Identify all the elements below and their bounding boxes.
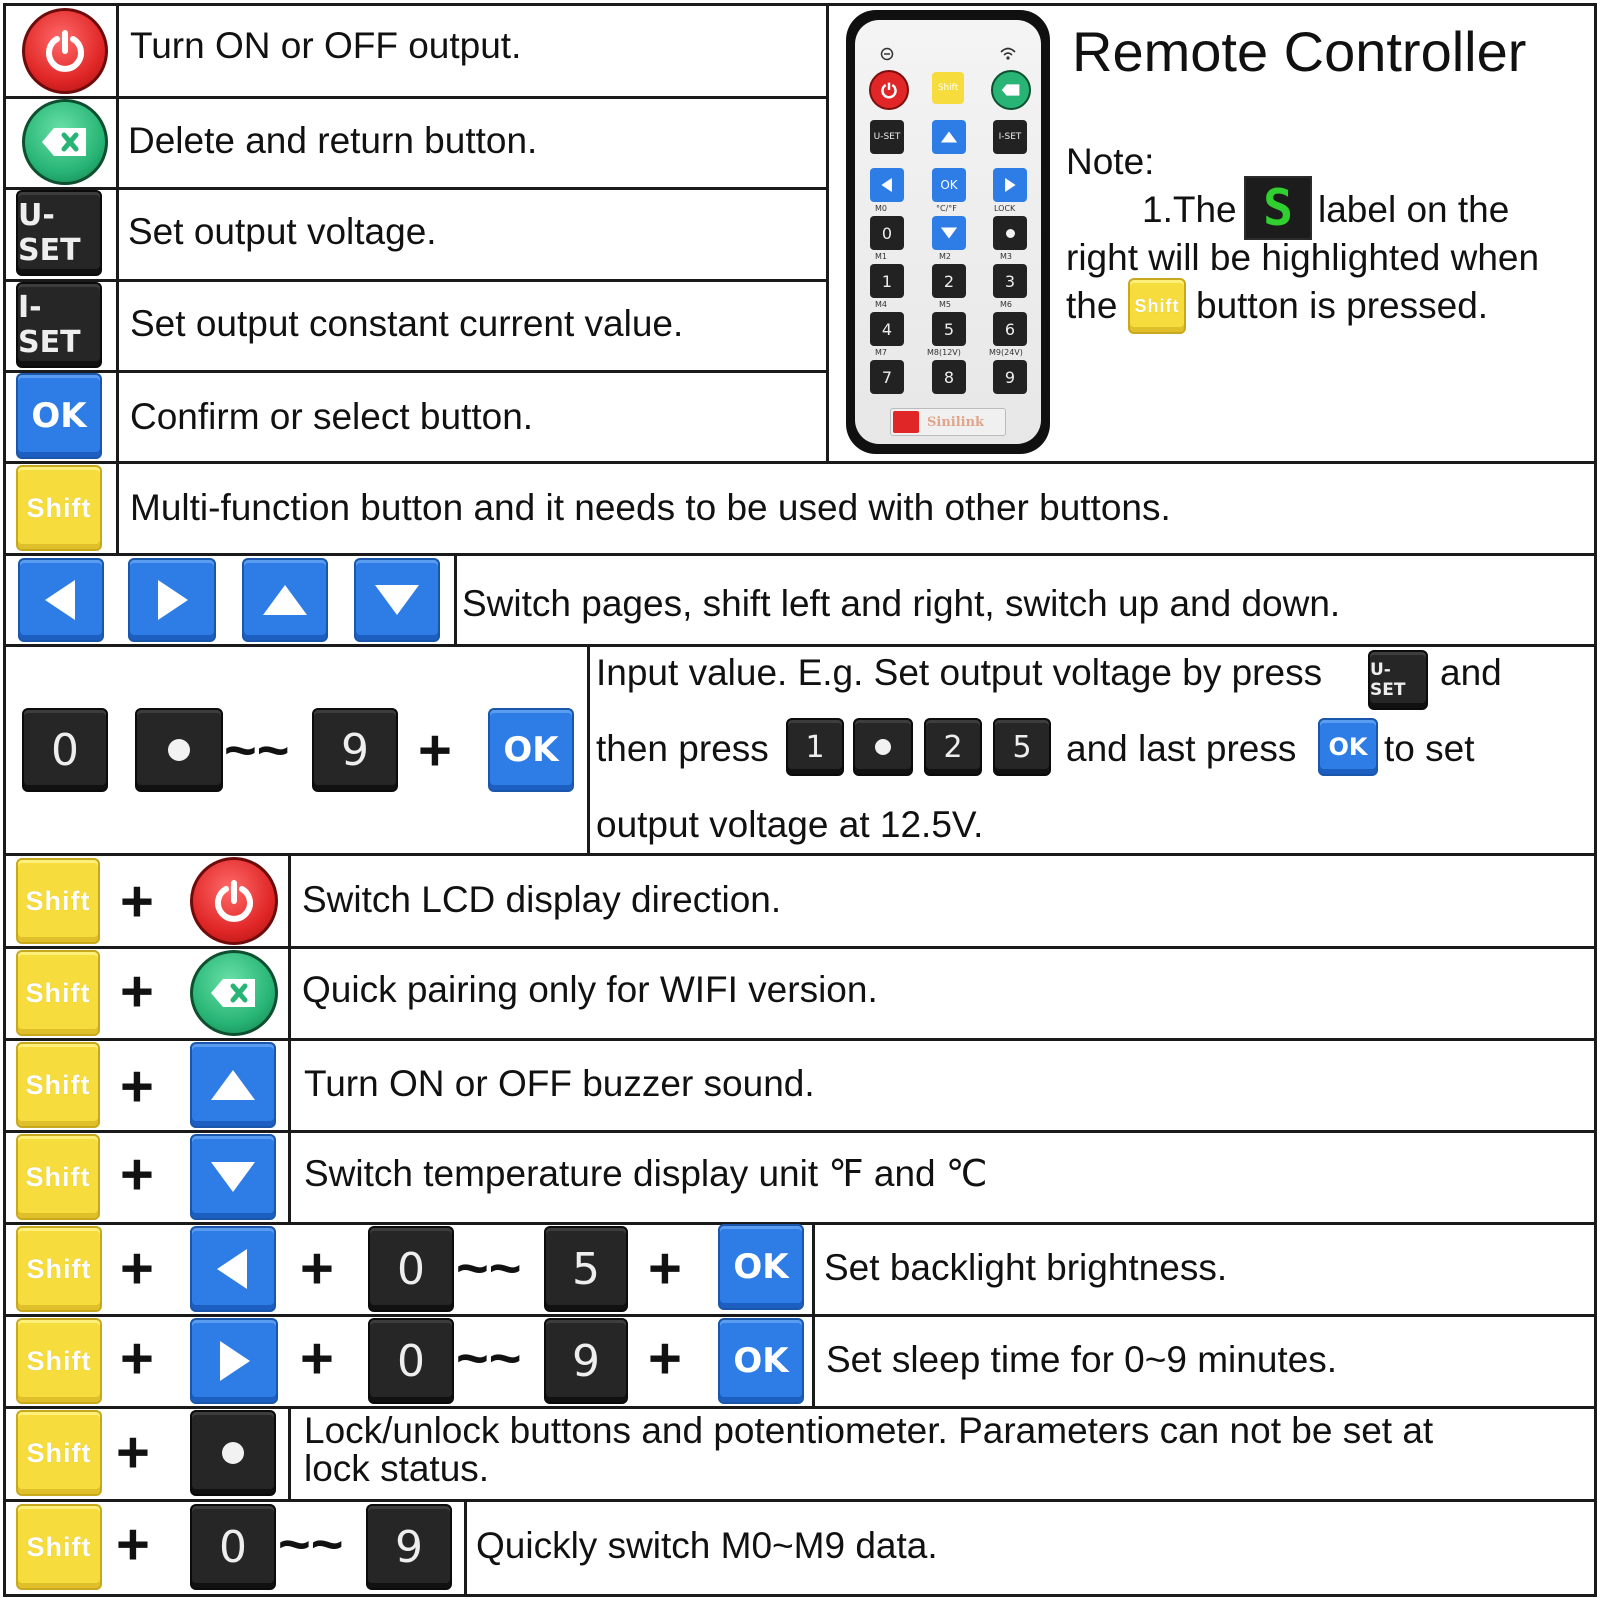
digit-5-label: 5 xyxy=(572,1243,600,1295)
digit-0-label: 0 xyxy=(51,724,79,776)
left-arrow-icon xyxy=(213,1247,253,1291)
up-arrow-button xyxy=(190,1042,276,1128)
dot-inline-icon xyxy=(875,739,891,755)
remote-dot-button xyxy=(993,216,1027,250)
down-arrow-button xyxy=(190,1134,276,1220)
shift-button xyxy=(16,1134,100,1220)
range-tilde: ~~ xyxy=(456,1236,522,1299)
digit-9-button xyxy=(312,708,398,792)
digit-9-label: 9 xyxy=(395,1521,423,1573)
divider xyxy=(3,946,1597,949)
plus-sign: + xyxy=(300,1236,334,1301)
digit-5-inline-key xyxy=(993,718,1051,776)
remote-face xyxy=(855,20,1041,444)
down-arrow-button xyxy=(354,558,440,642)
ok-button xyxy=(488,708,574,792)
up-arrow-icon xyxy=(209,1066,257,1104)
digit-0-button xyxy=(22,708,108,792)
ok-description: Confirm or select button. xyxy=(130,396,534,437)
ok-label: OK xyxy=(733,1341,789,1381)
digit-5-button xyxy=(544,1226,628,1312)
wifi-description: Quick pairing only for WIFI version. xyxy=(302,969,878,1010)
shift-label: Shift xyxy=(25,1161,91,1192)
delete-button xyxy=(22,99,108,185)
shift-button xyxy=(16,1410,102,1496)
shift-inline-label: Shift xyxy=(1134,295,1180,316)
remote-shift-button xyxy=(932,72,964,104)
remote-label: M0 xyxy=(875,204,887,213)
dot-button xyxy=(190,1410,276,1496)
brand-logo xyxy=(890,408,1006,436)
backlight-description: Set backlight brightness. xyxy=(824,1247,1228,1288)
divider xyxy=(3,187,826,190)
shift-label: Shift xyxy=(25,1069,91,1100)
shift-label: Shift xyxy=(26,1531,92,1562)
outer-top-border xyxy=(3,3,1597,6)
remote-digit-label: 8 xyxy=(943,367,955,387)
power-icon xyxy=(880,81,898,99)
sleep-description: Set sleep time for 0~9 minutes. xyxy=(826,1339,1338,1380)
digit-9-label: 9 xyxy=(572,1335,600,1387)
input-line2-mid: and last press xyxy=(1066,728,1297,769)
minus-circle-icon xyxy=(880,47,894,61)
remote-ok-button xyxy=(932,168,966,202)
remote-shift-label: Shift xyxy=(937,83,959,93)
iset-label: I-SET xyxy=(18,290,81,360)
digit-1-inline-label: 1 xyxy=(805,729,825,765)
remote-digit-9 xyxy=(993,360,1027,394)
remote-uset-button xyxy=(870,120,904,154)
remote-iset-button xyxy=(993,120,1027,154)
range-tilde: ~~ xyxy=(224,718,290,781)
plus-sign: + xyxy=(120,869,154,934)
remote-title: Remote Controller xyxy=(1072,20,1527,83)
buzzer-description: Turn ON or OFF buzzer sound. xyxy=(304,1063,815,1104)
s-label-text: S xyxy=(1262,179,1294,237)
plus-sign: + xyxy=(120,1142,154,1207)
plus-sign: + xyxy=(120,1326,154,1391)
digit-0-label: 0 xyxy=(219,1521,247,1573)
divider xyxy=(3,96,826,99)
divider xyxy=(3,461,1597,464)
ok-button xyxy=(718,1318,804,1404)
left-arrow-icon xyxy=(41,578,81,622)
digit-0-button xyxy=(190,1504,276,1590)
remote-label: M2 xyxy=(939,252,951,261)
divider xyxy=(3,1314,1597,1317)
lock-description-line1: Lock/unlock buttons and potentiometer. Parameters can not be set at xyxy=(304,1410,1434,1451)
remote-digit-3 xyxy=(993,264,1027,298)
left-arrow-button xyxy=(18,558,104,642)
remote-ok-label: OK xyxy=(940,178,958,192)
wifi-icon xyxy=(999,46,1017,60)
ok-inline-key xyxy=(1318,718,1378,776)
shift-button xyxy=(16,950,100,1036)
shift-description: Multi-function button and it needs to be used with other buttons. xyxy=(130,487,1171,528)
uset-inline-key xyxy=(1368,650,1428,710)
digit-5-inline-label: 5 xyxy=(1012,729,1032,765)
divider xyxy=(826,3,829,464)
lock-description-line2: lock status. xyxy=(304,1448,490,1489)
input-line2-prefix: then press xyxy=(596,728,769,769)
outer-left-border xyxy=(3,3,6,1597)
dot-icon xyxy=(1006,229,1015,238)
dot-icon xyxy=(222,1442,244,1464)
digit-0-button xyxy=(368,1318,454,1404)
backspace-icon xyxy=(209,977,259,1009)
plus-sign: + xyxy=(300,1326,334,1391)
ok-label: OK xyxy=(733,1247,789,1287)
shift-label: Shift xyxy=(25,977,91,1008)
remote-digit-4 xyxy=(870,312,904,346)
plus-sign: + xyxy=(418,718,452,783)
remote-digit-label: 4 xyxy=(881,319,893,339)
remote-label: LOCK xyxy=(994,204,1016,213)
remote-digit-label: 3 xyxy=(1004,271,1016,291)
divider xyxy=(587,644,590,856)
remote-digit-5 xyxy=(932,312,966,346)
right-arrow-button xyxy=(128,558,216,642)
dot-button xyxy=(135,708,223,792)
remote-digit-label: 0 xyxy=(881,223,893,243)
power-button xyxy=(22,8,108,94)
digit-9-button xyxy=(366,1504,452,1590)
remote-digit-label: 5 xyxy=(943,319,955,339)
backspace-icon xyxy=(1001,83,1021,97)
shift-button xyxy=(16,1318,102,1404)
shift-label: Shift xyxy=(26,1253,92,1284)
remote-controller-image xyxy=(846,10,1050,454)
remote-label: M1 xyxy=(875,252,887,261)
note-label: Note: xyxy=(1066,141,1155,182)
range-tilde: ~~ xyxy=(278,1512,344,1575)
right-arrow-icon xyxy=(152,578,192,622)
remote-digit-label: 2 xyxy=(943,271,955,291)
ok-button xyxy=(718,1224,804,1310)
dot-inline-key xyxy=(853,718,913,776)
note-line1-suffix: label on the xyxy=(1318,189,1510,230)
ok-label: OK xyxy=(503,730,559,770)
temp-description: Switch temperature display unit ℉ and ℃ xyxy=(304,1153,988,1194)
digit-9-label: 9 xyxy=(341,724,369,776)
remote-label: M9(24V) xyxy=(989,348,1023,357)
delete-description: Delete and return button. xyxy=(128,120,538,161)
digit-2-inline-label: 2 xyxy=(943,729,963,765)
divider xyxy=(3,1130,1597,1133)
shift-button xyxy=(16,1504,102,1590)
outer-right-border xyxy=(1594,3,1597,1597)
remote-label: M3 xyxy=(1000,252,1012,261)
input-line2-suffix: to set xyxy=(1384,728,1475,769)
note-line3-suffix: button is pressed. xyxy=(1196,285,1489,326)
remote-label: M7 xyxy=(875,348,887,357)
remote-digit-1 xyxy=(870,264,904,298)
remote-label: M5 xyxy=(939,300,951,309)
brand-name: Sinilink xyxy=(927,414,985,430)
shift-button xyxy=(16,465,102,551)
divider xyxy=(3,853,1597,856)
shift-label: Shift xyxy=(25,885,91,916)
backspace-icon xyxy=(40,126,90,158)
shift-label: Shift xyxy=(26,492,92,523)
remote-digit-label: 1 xyxy=(881,271,893,291)
note-line1-prefix: 1.The xyxy=(1142,189,1237,230)
remote-right-button xyxy=(993,168,1027,202)
divider xyxy=(464,1499,467,1597)
right-arrow-icon xyxy=(214,1339,254,1383)
remote-digit-label: 9 xyxy=(1004,367,1016,387)
remote-down-button xyxy=(932,216,966,250)
remote-left-button xyxy=(870,168,904,202)
remote-iset-label: I-SET xyxy=(998,132,1022,142)
digit-1-inline-key xyxy=(786,718,844,776)
range-tilde: ~~ xyxy=(456,1326,522,1389)
remote-label: M8(12V) xyxy=(927,348,961,357)
plus-sign: + xyxy=(648,1236,682,1301)
remote-digit-7 xyxy=(870,360,904,394)
uset-label: U-SET xyxy=(18,198,81,268)
divider xyxy=(3,644,1597,647)
plus-sign: + xyxy=(120,959,154,1024)
plus-sign: + xyxy=(116,1512,150,1577)
shift-button xyxy=(16,1226,102,1312)
up-arrow-icon xyxy=(940,130,958,144)
remote-digit-6 xyxy=(993,312,1027,346)
shift-inline-key xyxy=(1128,278,1186,334)
uset-button xyxy=(16,190,102,276)
ok-inline-label: OK xyxy=(1328,733,1368,761)
ok-button xyxy=(16,373,102,459)
uset-inline-label: U-SET xyxy=(1370,660,1406,700)
left-arrow-icon xyxy=(880,177,894,193)
down-arrow-icon xyxy=(373,581,421,619)
note-line2: right will be highlighted when xyxy=(1066,237,1540,278)
shift-button xyxy=(16,858,100,944)
outer-bottom-border xyxy=(3,1594,1597,1597)
s-label-icon xyxy=(1244,176,1312,240)
down-arrow-icon xyxy=(940,226,958,240)
power-icon xyxy=(43,29,87,73)
input-line3: output voltage at 12.5V. xyxy=(596,804,984,845)
remote-digit-0 xyxy=(870,216,904,250)
delete-button xyxy=(190,950,278,1036)
lcd-description: Switch LCD display direction. xyxy=(302,879,782,920)
divider xyxy=(3,1499,1597,1502)
plus-sign: + xyxy=(120,1054,154,1119)
shift-button xyxy=(16,1042,100,1128)
memory-description: Quickly switch M0~M9 data. xyxy=(476,1525,938,1566)
remote-digit-label: 7 xyxy=(881,367,893,387)
remote-label: M4 xyxy=(875,300,887,309)
remote-power-button xyxy=(869,70,909,110)
remote-up-button xyxy=(932,120,966,154)
remote-delete-button xyxy=(991,70,1031,110)
divider xyxy=(288,853,291,1225)
digit-0-label: 0 xyxy=(397,1335,425,1387)
plus-sign: + xyxy=(120,1236,154,1301)
input-line1-suffix: and xyxy=(1440,652,1502,693)
digit-0-button xyxy=(368,1226,454,1312)
divider xyxy=(3,553,1597,556)
digit-0-label: 0 xyxy=(397,1243,425,1295)
divider xyxy=(3,1038,1597,1041)
divider xyxy=(454,553,457,647)
remote-label: M6 xyxy=(1000,300,1012,309)
remote-digit-label: 6 xyxy=(1004,319,1016,339)
divider xyxy=(812,1222,815,1409)
uset-description: Set output voltage. xyxy=(128,211,437,252)
iset-description: Set output constant current value. xyxy=(130,303,684,344)
divider xyxy=(288,1406,291,1502)
left-arrow-button xyxy=(190,1226,276,1312)
power-icon xyxy=(212,879,256,923)
arrows-description: Switch pages, shift left and right, switch up and down. xyxy=(462,583,1341,624)
iset-button xyxy=(16,282,102,368)
shift-label: Shift xyxy=(26,1437,92,1468)
divider xyxy=(3,279,826,282)
divider xyxy=(116,3,119,556)
remote-label: °C/°F xyxy=(936,204,957,213)
brand-icon xyxy=(893,411,919,433)
up-arrow-icon xyxy=(261,581,309,619)
plus-sign: + xyxy=(116,1420,150,1485)
power-description: Turn ON or OFF output. xyxy=(130,25,522,66)
right-arrow-icon xyxy=(1003,177,1017,193)
remote-digit-8 xyxy=(932,360,966,394)
divider xyxy=(3,370,826,373)
power-button xyxy=(190,857,278,945)
input-line1-prefix: Input value. E.g. Set output voltage by press xyxy=(596,652,1323,693)
dot-icon xyxy=(168,739,190,761)
ok-label: OK xyxy=(31,396,87,436)
plus-sign: + xyxy=(648,1326,682,1391)
right-arrow-button xyxy=(190,1318,278,1404)
remote-digit-2 xyxy=(932,264,966,298)
digit-2-inline-key xyxy=(924,718,982,776)
shift-label: Shift xyxy=(26,1345,92,1376)
divider xyxy=(3,1406,1597,1409)
remote-uset-label: U-SET xyxy=(873,132,901,142)
down-arrow-icon xyxy=(209,1158,257,1196)
note-line3-prefix: the xyxy=(1066,285,1118,326)
digit-9-button xyxy=(544,1318,628,1404)
up-arrow-button xyxy=(242,558,328,642)
